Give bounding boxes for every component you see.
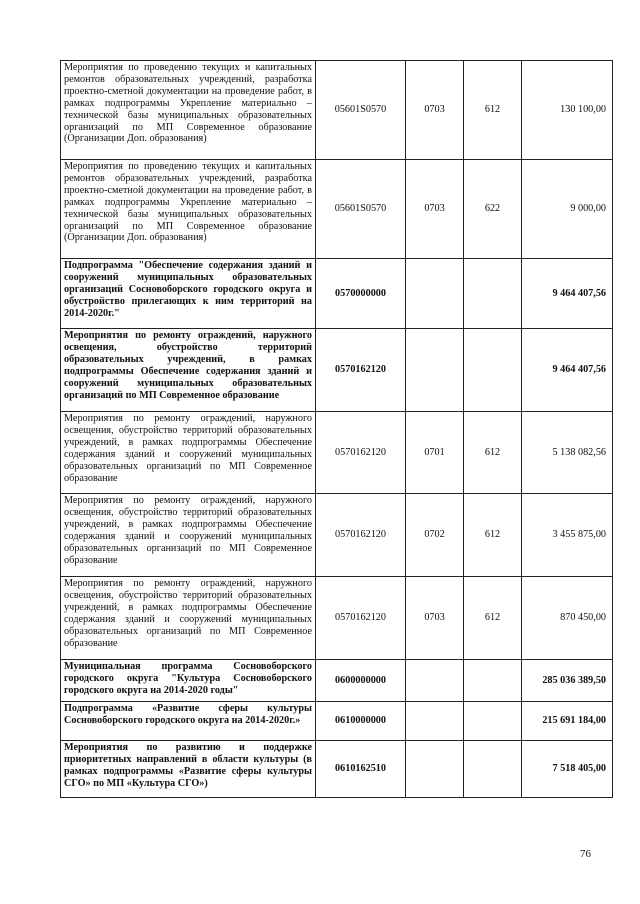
row-name: Подпрограмма "Обеспечение содержания зданий и сооружений муниципальных образовательных организаций Сосновоборского городского округа и обустройство прилегающих к ним территорий на 2014-2020г." — [61, 259, 316, 329]
row-sum: 9 464 407,56 — [522, 329, 613, 412]
table-row — [61, 660, 613, 702]
row-name: Мероприятия по развитию и поддержке приоритетных направлений в области культуры (в рамках подпрограммы «Развитие сферы культуры СГО» по МП «Культура СГО») — [61, 741, 316, 798]
row-type: 612 — [464, 577, 522, 660]
row-code: 0570162120 — [316, 329, 406, 412]
table-row — [61, 259, 613, 329]
row-type: 612 — [464, 494, 522, 577]
table-row — [61, 577, 613, 660]
table-row — [61, 702, 613, 741]
table-body — [61, 61, 613, 798]
row-code: 05601S0570 — [316, 160, 406, 259]
row-sum: 7 518 405,00 — [522, 741, 613, 798]
row-section — [406, 741, 464, 798]
table-row — [61, 741, 613, 798]
row-section — [406, 329, 464, 412]
row-sum: 285 036 389,50 — [522, 660, 613, 702]
row-type: 612 — [464, 412, 522, 494]
row-code: 0570162120 — [316, 494, 406, 577]
row-name: Мероприятия по ремонту ограждений, наружного освещения, обустройство территорий образовательных учреждений, в рамках подпрограммы Обеспечение содержания зданий и сооружений муниципальных образовательных организаций по МП Современное образование — [61, 577, 316, 660]
row-type — [464, 741, 522, 798]
row-name: Мероприятия по ремонту ограждений, наружного освещения, обустройство территорий образовательных учреждений, в рамках подпрограммы Обеспечение содержания зданий и сооружений муниципальных образовательных организаций по МП Современное образование — [61, 329, 316, 412]
row-code: 0600000000 — [316, 660, 406, 702]
row-section — [406, 259, 464, 329]
row-section — [406, 660, 464, 702]
row-name: Подпрограмма «Развитие сферы культуры Сосновоборского городского округа на 2014-2020г.» — [61, 702, 316, 741]
row-code: 0570162120 — [316, 577, 406, 660]
table-row — [61, 412, 613, 494]
row-code: 0570162120 — [316, 412, 406, 494]
row-sum: 130 100,00 — [522, 61, 613, 160]
row-name: Мероприятия по ремонту ограждений, наружного освещения, обустройство территорий образовательных учреждений, в рамках подпрограммы Обеспечение содержания зданий и сооружений муниципальных образовательных организаций по МП Современное образование — [61, 494, 316, 577]
row-name: Мероприятия по проведению текущих и капитальных ремонтов образовательных учреждений, разработка проектно-сметной документации на проведение работ, в рамках подпрограммы Укрепление материально – технической базы муниципальных образовательных организаций по МП Современное образование (Организации Доп. образования) — [61, 160, 316, 259]
row-type: 622 — [464, 160, 522, 259]
row-section — [406, 702, 464, 741]
row-type: 612 — [464, 61, 522, 160]
row-section: 0703 — [406, 61, 464, 160]
table-row — [61, 61, 613, 160]
row-sum: 9 464 407,56 — [522, 259, 613, 329]
page-number: 76 — [580, 848, 591, 860]
row-type — [464, 702, 522, 741]
table-row — [61, 494, 613, 577]
row-type — [464, 259, 522, 329]
row-section: 0703 — [406, 577, 464, 660]
row-name: Мероприятия по проведению текущих и капитальных ремонтов образовательных учреждений, разработка проектно-сметной документации на проведение работ, в рамках подпрограммы Укрепление материально – технической базы муниципальных образовательных организаций по МП Современное образование (Организации Доп. образования) — [61, 61, 316, 160]
row-code: 0570000000 — [316, 259, 406, 329]
row-name: Мероприятия по ремонту ограждений, наружного освещения, обустройство территорий образовательных учреждений, в рамках подпрограммы Обеспечение содержания зданий и сооружений муниципальных образовательных организаций по МП Современное образование — [61, 412, 316, 494]
row-code: 0610000000 — [316, 702, 406, 741]
table-row — [61, 160, 613, 259]
row-type — [464, 660, 522, 702]
row-sum: 5 138 082,56 — [522, 412, 613, 494]
row-code: 05601S0570 — [316, 61, 406, 160]
table-row — [61, 329, 613, 412]
row-section: 0702 — [406, 494, 464, 577]
row-sum: 870 450,00 — [522, 577, 613, 660]
row-code: 0610162510 — [316, 741, 406, 798]
budget-table — [60, 60, 613, 798]
row-sum: 3 455 875,00 — [522, 494, 613, 577]
row-type — [464, 329, 522, 412]
row-section: 0703 — [406, 160, 464, 259]
row-name: Муниципальная программа Сосновоборского городского округа "Культура Сосновоборского городского округа на 2014-2020 годы" — [61, 660, 316, 702]
row-section: 0701 — [406, 412, 464, 494]
row-sum: 215 691 184,00 — [522, 702, 613, 741]
row-sum: 9 000,00 — [522, 160, 613, 259]
